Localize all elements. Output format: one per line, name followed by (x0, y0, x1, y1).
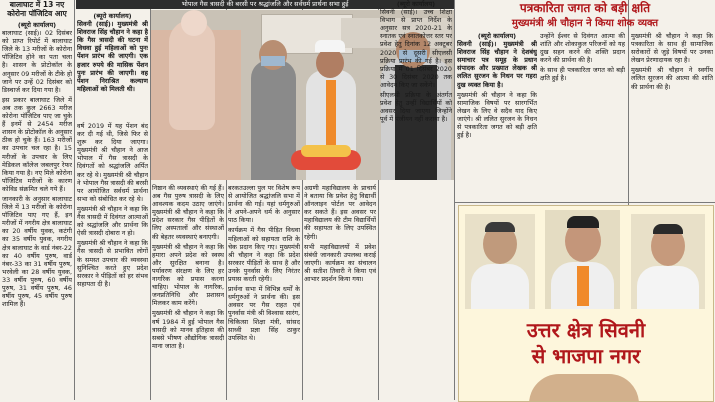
column-divider (74, 0, 75, 400)
portrait-photo (465, 214, 535, 309)
column-1 (2, 0, 72, 400)
paragraph: इस प्रकार बालाघाट जिले में अब तक कुल 2663 मरीज कोरोना पॉजिटिव पाए जा चुके हैं इनमें से 2454 मरीज शासन के प्रोटोकॉल के अनुसार ठीक हो चुके हैं। 163 मरीजों का उपचार चल रहा है। 15 मरीजों के उपचार के लिए मेडिकल कॉलेज जबलपुर रेफर किया गया है। नए मिले कोरोना पॉजिटिव मरीजों के कारण कोविड संक्रमित चले गये हैं। (2, 95, 72, 193)
headline: बालाघाट में 13 नए कोरोना पॉजिटिव आए (7, 0, 67, 18)
subheadline-red: मुख्यमंत्री श्री चौहान ने किया शोक व्यक्त (511, 18, 659, 29)
paragraph: बरकतउल्ला पुल पर विशेष रूप से आयोजित श्रद्धांजलि सभा में प्रार्थना की गई। यहां धर्मगुरुओं ने अपने-अपने धर्म के अनुसार पाठ किया। (228, 184, 300, 225)
column-7 (631, 32, 713, 202)
advertisement-box (458, 205, 714, 402)
paragraph: वर्ष 2019 में यह पेंशन बंद कर दी गई थी, जिसे फिर से शुरू कर दिया जाएगा। मुख्यमंत्री श्री चौहान ने आज भोपाल में गैस त्रासदी के दिवंगतों को श्रद्धांजलि अर्पित कर रहे थे। मुख्यमंत्री श्री चौहान ने भोपाल गैस त्रासदी की बरसी पर आयोजित सर्वधर्म प्रार्थना सभा को संबोधित कर रहे थे। (77, 122, 148, 203)
paragraph: मुख्यमंत्री श्री चौहान ने कहा कि गैस त्रासदी से प्रभावित लोगों के समस्त उपचार की व्यवस्था सुनिश्चित करते हुए प्रदेश सरकार ने पीड़ितों को हर संभव सहायता दी है। (77, 239, 148, 288)
paragraph: सभी महाविद्यालयों में प्रवेश संबंधी जानकारी उपलब्ध कराई जाएगी। कार्यक्रम का संचालन श्री सतीश तिवारी ने किया एवं आभार प्रदर्शन किया गया। (304, 242, 376, 284)
lead-paragraph: सिवनी (साई)। मुख्यमंत्री श्री शिवराज सिंह चौहान ने देशबंधु समाचार पत्र समूह के प्रधान संपादक और प्रख्यात लेखक श्री ललित सुरजन के निधन पर गहरा दुख व्यक्त किया है। (457, 40, 537, 89)
column-5 (380, 0, 452, 400)
dateline: (ब्यूरो कार्यालय) (396, 0, 436, 8)
paragraph: निष्ठान की व्यवस्थाएं की गई हैं। अब गैस पुरुष त्रासदी के लिए आवश्यक कदम उठाए जाएंगे। मुख्यमंत्री श्री चौहान ने कहा कि प्रदेश सरकार गैस पीड़ितों के लिए अस्पतालों और संस्थाओं की बेहतर व्यवस्थाएं बनाएगी। (152, 184, 224, 241)
dateline: (ब्यूरो कार्यालय) (93, 12, 132, 20)
paragraph: जानकारी के अनुसार बालाघाट जिले में 13 मरीजों के कोरोना पॉजिटिव पाए गए हैं, इन मरीजों में नगरीय क्षेत्र बालाघाट का 20 वर्षीय युवक, कटंगी का 35 वर्षीय युवक, नगरीय क्षेत्र बालाघाट के वार्ड नंबर-22 का 40 वर्षीय पुरुष, वार्ड नंबर-33 का 31 वर्षीय पुरुष, भरवेली का 28 वर्षीय युवक, 33 वर्षीय पुरुष, 60 वर्षीय पुरुष, 31 वर्षीय पुरुष, 46 वर्षीय पुरुष, 45 वर्षीय पुरुष शामिल हैं। (2, 194, 72, 309)
paragraph: सिवनी (साई)। उच्च शिक्षा विभाग से प्राप्त निर्देश के अनुसार सत्र 2020-21 के स्नातक एवं स्नातकोत्तर स्तर पर प्रवेश हेतु दिनांक 12 अक्टूबर 2020 से दूसरी सीएलसी प्रक्रिया प्रारंभ की गई है। इस प्रक्रिया में 01 दिसंबर 2020 से 30 दिसंबर 2020 तक आवेदन किए जा सकेंगे। (380, 8, 452, 89)
paragraph: के साथ ही पत्रकारिता जगत को बड़ी क्षति हुई है। (540, 66, 625, 83)
column-4b (304, 184, 376, 400)
paragraph: प्रार्थना सभा में विभिन्न धर्मों के धर्मगुरुओं ने प्रार्थना की। इस अवसर पर गैस राहत एवं पुनर्वास मंत्री श्री विश्वास सारंग, चिकित्सा शिक्षा मंत्री, सांसद साध्वी प्रज्ञा सिंह ठाकुर उपस्थित थे। (228, 285, 300, 342)
ad-title-line-2: से भाजपा नगर (531, 344, 641, 368)
paragraph: मुख्यमंत्री श्री चौहान ने कहा कि सामाजिक विषयों पर सारगर्भित लेखन के लिए वे सदैव याद किए जाएंगे। श्री ललित सुरजन के निधन से पत्रकारिता जगत को बड़ी क्षति हुई है। (457, 90, 537, 140)
paragraph: मुख्यमंत्री श्री चौहान ने कहा कि गैस त्रासदी में दिवंगत आत्माओं को श्रद्धांजलि और प्रार्थना कि ऐसी त्रासदी दोबारा न हो। (77, 204, 148, 238)
photo-caption-strip: भोपाल गैस त्रासदी की बरसी पर श्रद्धांजलि और सर्वधर्म प्रार्थना सभा हुई (76, 0, 454, 9)
lead-paragraph: सिवनी (साई)। मुख्यमंत्री श्री शिवराज सिंह चौहान ने कहा है कि गैस त्रासदी की घटना में विधवा हुई महिलाओं को पुनः पेंशन प्रारंभ की जाएगी। एक हजार रुपये की मासिक पेंशन पुनः प्रारंभ की जाएगी। वह पेंशन निराश्रित कल्याण महिलाओं को मिलती थी। (77, 20, 148, 93)
column-2-lower (77, 122, 148, 400)
paragraph: मुख्यमंत्री श्री चौहान ने कहा कि पत्रकारिता के साथ ही सामाजिक सरोकारों से जुड़े विषयों पर उनका लेखन प्रेरणादायक रहा है। (631, 32, 713, 65)
paragraph: मुख्यमंत्री श्री चौहान ने कहा कि हमारा अपने प्रदेश को स्वस्थ और सुरक्षित बनाना है। पर्यावरण संरक्षण के लिए हर नागरिक को प्रयास करना चाहिए। भोपाल के नागरिक, जनप्रतिनिधि और प्रशासन मिलकर काम करेंगे। (152, 242, 224, 308)
paragraph: मुख्यमंत्री श्री चौहान ने स्वर्गीय ललित सुरजन की आत्मा की शांति की प्रार्थना की है। (631, 66, 713, 91)
paragraph: बालाघाट (साई)। 02 दिसंबर को प्राप्त रिपोर्ट में बालाघाट जिले के 13 मरीजों के कोरोना पॉजिटिव होने का पता चला है। शासन के प्रोटोकॉल के अनुसार 09 मरीजों के टीके हो जाने पर उन्हें 02 दिसंबर को डिस्चार्ज कर दिया गया है। (2, 29, 72, 94)
column-3 (152, 184, 224, 400)
portrait-photo (545, 210, 620, 309)
column-4 (228, 184, 300, 400)
paragraph: उन्होंने ईश्वर से दिवंगत आत्मा की शांति और शोकाकुल परिजनों को यह दुख सहन करने की शक्ति प्रदान करने की प्रार्थना की है। (540, 32, 625, 65)
ad-bottom-photo (529, 374, 639, 402)
dateline: (ब्यूरो कार्यालय) (17, 21, 57, 29)
dateline: (ब्यूरो कार्यालय) (477, 32, 517, 40)
paragraph: मुख्यमंत्री श्री चौहान ने कहा कि वर्ष 1984 में हुई भोपाल गैस त्रासदी को मानव इतिहास की सबसे भीषण औद्योगिक त्रासदी माना जाता है। (152, 309, 224, 350)
column-6b (540, 32, 625, 202)
paragraph: कार्यक्रम में गैस पीड़ित विधवा महिलाओं को सहायता राशि के चेक प्रदान किए गए। मुख्यमंत्री श्री चौहान ने कहा कि प्रदेश सरकार पीड़ितों के साथ है और उनके पुनर्वास के लिए निरंतर प्रयास करती रहेगी। (228, 226, 300, 284)
ad-title-line-1: उत्तर क्षेत्र सिवनी (526, 318, 646, 342)
portrait-photo (631, 214, 705, 309)
headline-red: पत्रकारिता जगत को बड़ी क्षति (519, 1, 651, 15)
paragraph: सीएलसी प्रक्रिया के अंतर्गत प्रवेश हेतु उन्हीं विद्यार्थियों को अवसर दिया जाएगा जिन्होंने पूर्व में पंजीयन नहीं कराया है। (380, 91, 452, 124)
column-divider (454, 0, 455, 400)
section-divider (455, 202, 715, 203)
paragraph: अग्रणी महाविद्यालय के प्राचार्य ने बताया कि प्रवेश हेतु विद्यार्थी ऑनलाइन पोर्टल पर आवेदन कर सकते हैं। इस अवसर पर महाविद्यालय की टीम विद्यार्थियों की सहायता के लिए उपस्थित रहेगी। (304, 184, 376, 241)
column-6 (457, 32, 537, 202)
